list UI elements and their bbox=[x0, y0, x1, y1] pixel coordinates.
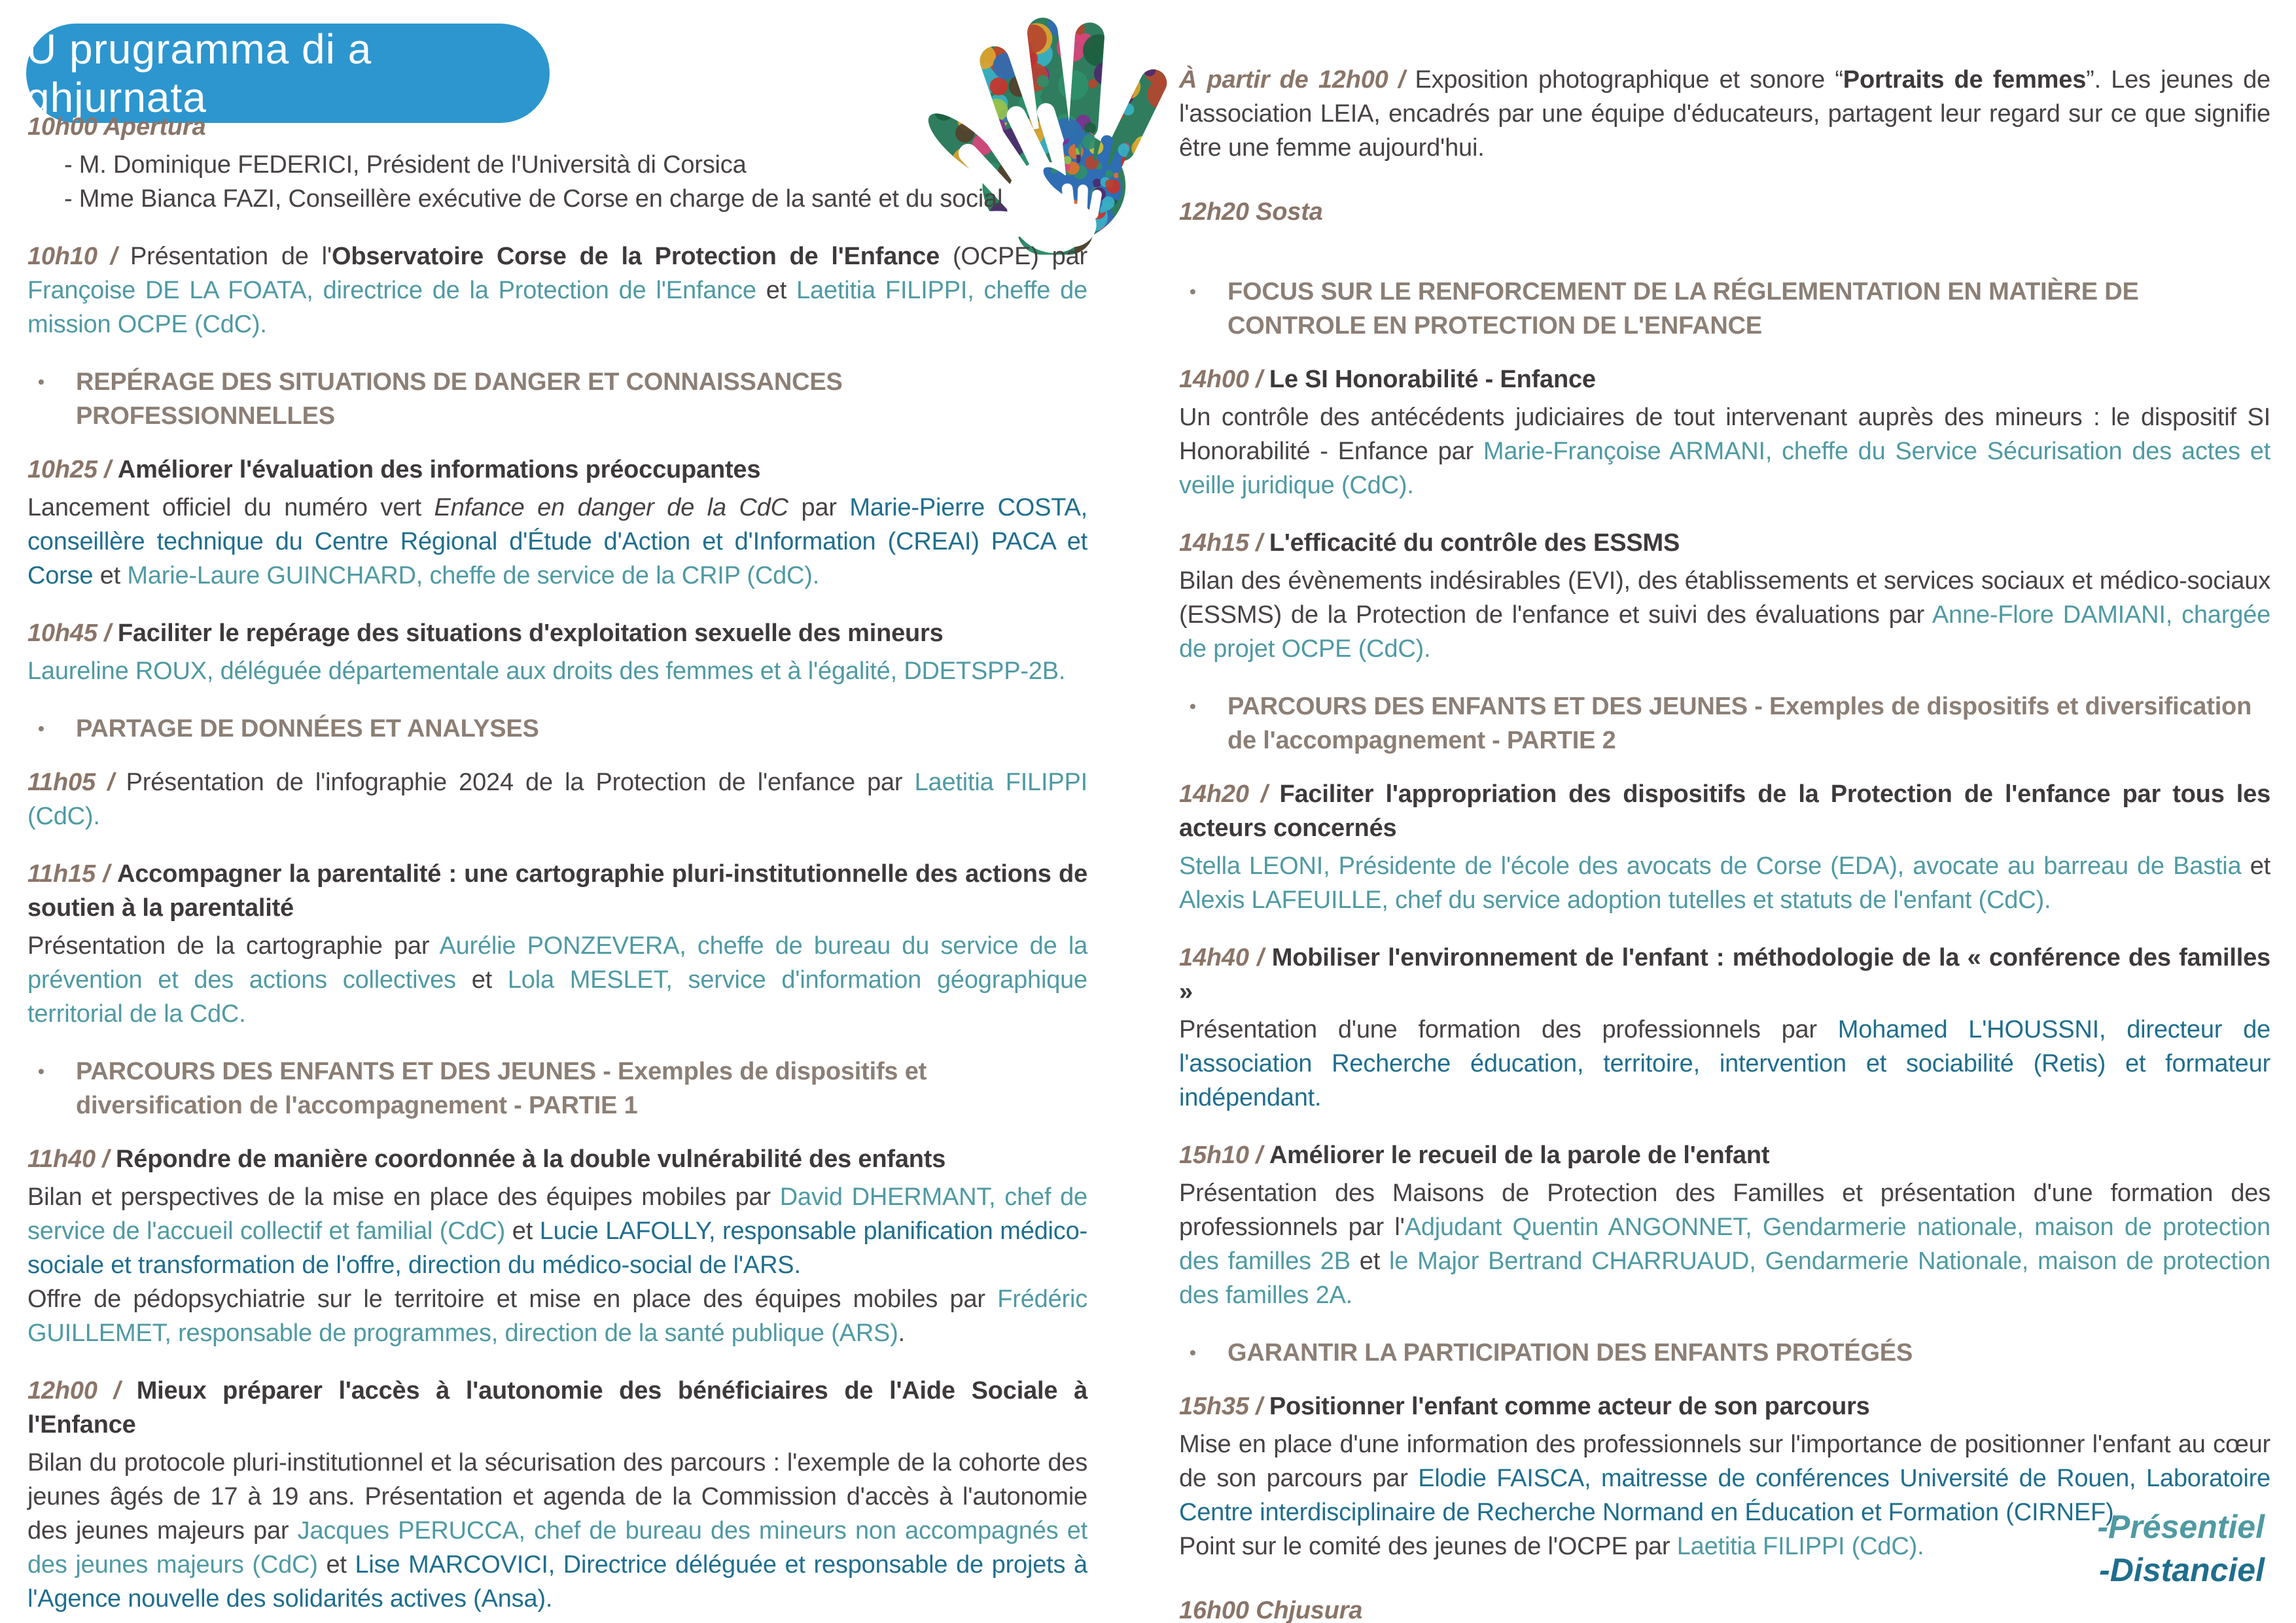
text-run: 11h05 / bbox=[27, 769, 115, 796]
entry-10h00-apertura bbox=[27, 110, 1087, 144]
section-heading-text: FOCUS SUR LE RENFORCEMENT DE LA RÉGLEMENTATION EN MATIÈRE DE CONTROLE EN PROTECTION DE L'ENFANCE bbox=[1227, 278, 2139, 340]
text-run: - Mme Bianca FAZI, Conseillère exécutive de Corse en charge de la santé et du social bbox=[64, 185, 1003, 213]
text-run: Laetitia FILIPPI (CdC). bbox=[1676, 1533, 1924, 1560]
legend-distanciel: -Distanciel bbox=[2099, 1552, 2265, 1588]
text-run: Aurélie PONZEVERA, cheffe de bureau du service de la prévention et des actions collectives bbox=[27, 932, 1087, 994]
text-run: Elodie FAISCA, maitresse de conférences Université de Rouen, Laboratoire Centre interdisciplinaire de Recherche Normand en Éducation et Formation (CIRNEF). bbox=[1179, 1465, 2270, 1526]
text-run: 10h00 Apertura bbox=[27, 113, 206, 141]
text-run: Enfance en danger de la CdC bbox=[434, 494, 788, 521]
text-run: 16h00 Chjusura bbox=[1179, 1597, 1363, 1623]
text-run: Bilan des évènements indésirables (EVI), des établissements et services sociaux et médico-sociaux (ESSMS) de la Protection de l'enfance et suivi des évaluations par bbox=[1179, 567, 2270, 629]
bullet-icon: • bbox=[1190, 1342, 1196, 1363]
entry-10h10 bbox=[27, 239, 1087, 341]
text-run: 12h20 Sosta bbox=[1179, 198, 1323, 226]
text-run: Marie-Laure GUINCHARD, cheffe de service de la CRIP (CdC). bbox=[127, 562, 820, 589]
text-run: 11h40 / bbox=[27, 1145, 109, 1173]
list-line bbox=[64, 148, 1087, 182]
entry-12h00-title bbox=[27, 1374, 1087, 1442]
entry-10h45-title bbox=[27, 616, 1087, 650]
section-heading-text: GARANTIR LA PARTICIPATION DES ENFANTS PROTÉGÉS bbox=[1227, 1339, 1913, 1367]
text-run: 11h15 / bbox=[27, 860, 110, 888]
text-run: et bbox=[317, 1551, 355, 1579]
text-run: Anne-Flore DAMIANI, chargée de projet OCPE (CdC). bbox=[1179, 601, 2270, 663]
text-run: et bbox=[455, 966, 508, 994]
text-run: Lola MESLET, service d'information géographique territorial de la CdC. bbox=[27, 966, 1087, 1028]
entry-16h00-chjusura bbox=[1179, 1594, 2270, 1623]
entry-14h20-body bbox=[1179, 849, 2270, 917]
text-run: Présentation de l'infographie 2024 de la Protection de l'enfance par bbox=[114, 769, 915, 796]
entry-11h05 bbox=[27, 765, 1087, 833]
text-run: 14h00 / bbox=[1179, 366, 1263, 393]
text-run: Faciliter l'appropriation des dispositifs de la Protection de l'enfance par tous les acteurs concernés bbox=[1179, 780, 2271, 842]
text-run: 12h00 / bbox=[27, 1377, 120, 1405]
entry-14h40-title bbox=[1179, 941, 2270, 1009]
text-run: Portraits de femmes bbox=[1843, 66, 2087, 94]
text-run: Point sur le comité des jeunes de l'OCPE par bbox=[1179, 1533, 1677, 1560]
text-run: L'efficacité du contrôle des ESSMS bbox=[1269, 529, 1680, 557]
text-run: Laureline ROUX, déléguée départementale aux droits des femmes et à l'égalité, DDETSPP-2B. bbox=[27, 657, 1066, 685]
text-run: Présentation de l' bbox=[117, 243, 332, 270]
text-run bbox=[1262, 366, 1269, 393]
entry-15h10-title bbox=[1179, 1138, 2270, 1172]
text-run: Bilan et perspectives de la mise en place des équipes mobiles par bbox=[27, 1183, 780, 1211]
entry-12h20-sosta bbox=[1179, 195, 2270, 229]
entry-expo-12h00 bbox=[1179, 63, 2270, 165]
text-run: Exposition photographique et sonore “ bbox=[1405, 66, 1843, 94]
entry-15h10-body bbox=[1179, 1176, 2270, 1312]
text-run bbox=[1262, 529, 1269, 557]
text-run: Présentation des Maisons de Protection des Familles et présentation d'une formation des professionnels par l' bbox=[1179, 1179, 2270, 1241]
section-heading-text: PARCOURS DES ENFANTS ET DES JEUNES - Exemples de dispositifs et diversification de l'accompagnement - PARTIE 2 bbox=[1227, 693, 2252, 754]
right-column bbox=[1179, 63, 2270, 1623]
text-run: Améliorer l'évaluation des informations préoccupantes bbox=[117, 456, 761, 483]
text-run bbox=[110, 860, 117, 888]
entry-15h35-title bbox=[1179, 1389, 2270, 1423]
section-focus bbox=[1179, 275, 2270, 343]
text-run: et bbox=[505, 1217, 540, 1245]
text-run: et bbox=[1350, 1248, 1390, 1275]
text-run: Jacques PERUCCA, chef de bureau des mineurs non accompagnés et des jeunes majeurs (CdC) bbox=[27, 1517, 1088, 1579]
text-run: Stella LEONI, Présidente de l'école des avocats de Corse (EDA), avocate au barreau de Bastia bbox=[1179, 852, 2242, 880]
text-run: Alexis LAFEUILLE, chef du service adoption tutelles et statuts de l'enfant (CdC). bbox=[1179, 886, 2051, 914]
left-column bbox=[27, 110, 1087, 1623]
text-run: 14h40 / bbox=[1179, 944, 1264, 971]
text-run: Mobiliser l'environnement de l'enfant : méthodologie de la « conférence des familles » bbox=[1179, 944, 2270, 1005]
text-run: et bbox=[756, 277, 797, 304]
text-run: - M. Dominique FEDERICI, Président de l'Università di Corsica bbox=[64, 151, 747, 179]
entry-14h00-body bbox=[1179, 400, 2270, 502]
text-run bbox=[1267, 780, 1279, 808]
text-run bbox=[1263, 944, 1271, 971]
title-bubble bbox=[26, 24, 550, 123]
text-run: Lise MARCOVICI, Directrice déléguée et responsable de projets à l'Agence nouvelle des solidarités actives (Ansa). bbox=[27, 1551, 1087, 1613]
text-run: Françoise DE LA FOATA, directrice de la Protection de l'Enfance bbox=[27, 277, 756, 304]
entry-11h15-title bbox=[27, 857, 1087, 925]
text-run: Répondre de manière coordonnée à la double vulnérabilité des enfants bbox=[116, 1145, 946, 1173]
section-heading-text: REPÉRAGE DES SITUATIONS DE DANGER ET CONNAISSANCES PROFESSIONNELLES bbox=[76, 368, 843, 430]
text-run bbox=[111, 456, 117, 483]
text-run: Présentation de la cartographie par bbox=[27, 932, 440, 960]
text-run: Adjudant Quentin ANGONNET, Gendarmerie nationale, maison de protection des familles 2B bbox=[1179, 1213, 2270, 1275]
entry-11h40-body-1 bbox=[27, 1180, 1087, 1282]
text-run: Lancement officiel du numéro vert bbox=[27, 494, 434, 521]
text-run bbox=[120, 1377, 137, 1405]
text-run: David DHERMANT, chef de service de l'accueil collectif et familial (CdC) bbox=[27, 1183, 1087, 1245]
opening-speakers bbox=[27, 148, 1087, 216]
text-run bbox=[1262, 1393, 1269, 1420]
text-run: Observatoire Corse de la Protection de l'Enfance bbox=[331, 243, 940, 270]
text-run bbox=[1262, 1142, 1269, 1169]
text-run: ”. Les jeunes de l'association LEIA, encadrés par une équipe d'éducateurs, partagent leur regard sur ce que signifie être une femme aujourd'hui. bbox=[1179, 66, 2270, 162]
text-run: Accompagner la parentalité : une cartographie pluri-institutionnelle des actions de soutien à la parentalité bbox=[27, 860, 1088, 922]
section-reperage bbox=[27, 365, 1087, 433]
entry-14h00-title bbox=[1179, 362, 2270, 396]
entry-11h40-body-2 bbox=[27, 1282, 1087, 1350]
text-run: et bbox=[93, 562, 128, 589]
bullet-icon: • bbox=[38, 718, 44, 739]
text-run: . bbox=[898, 1319, 906, 1347]
text-run: Mieux préparer l'accès à l'autonomie des bénéficiaires de l'Aide Sociale à l'Enfance bbox=[27, 1377, 1088, 1439]
text-run: Un contrôle des antécédents judiciaires de tout intervenant auprès des mineurs : le dispositif SI Honorabilité - Enfance par bbox=[1179, 404, 2270, 465]
entry-14h20-title bbox=[1179, 777, 2270, 845]
text-run: 14h20 / bbox=[1179, 780, 1268, 808]
text-run: 14h15 / bbox=[1179, 529, 1263, 557]
section-parcours-2 bbox=[1179, 689, 2270, 758]
section-partage bbox=[27, 712, 1087, 746]
entry-11h15-body bbox=[27, 929, 1087, 1031]
text-run: Bilan du protocole pluri-institutionnel et la sécurisation des parcours : l'exemple de la cohorte des jeunes âgés de 17 à 19 ans. Présentation et agenda de la Commission d'accès à l'autonomie des jeunes majeurs par bbox=[27, 1449, 1087, 1544]
text-run: Frédéric GUILLEMET, responsable de programmes, direction de la santé publique (ARS) bbox=[27, 1285, 1087, 1347]
text-run: 10h25 / bbox=[27, 456, 111, 483]
text-run: Le SI Honorabilité - Enfance bbox=[1269, 366, 1596, 393]
entry-10h45-body bbox=[27, 654, 1087, 688]
text-run: Présentation d'une formation des professionnels par bbox=[1179, 1016, 1838, 1043]
attendance-legend bbox=[2097, 1505, 2265, 1592]
entry-11h40-title bbox=[27, 1142, 1087, 1176]
text-run: Laetitia FILIPPI (CdC). bbox=[27, 769, 1088, 830]
entry-14h15-title bbox=[1179, 526, 2270, 560]
list-line bbox=[64, 182, 1087, 216]
text-run: Mohamed L'HOUSSNI, directeur de l'association Recherche éducation, territoire, intervention et sociabilité (Retis) et formateur indépendant. bbox=[1179, 1016, 2270, 1111]
section-heading-text: PARCOURS DES ENFANTS ET DES JEUNES - Exemples de dispositifs et diversification de l'accompagnement - PARTIE 1 bbox=[76, 1058, 927, 1119]
text-run: Améliorer le recueil de la parole de l'enfant bbox=[1269, 1142, 1770, 1169]
text-run bbox=[111, 620, 117, 647]
section-heading-text: PARTAGE DE DONNÉES ET ANALYSES bbox=[76, 715, 539, 742]
text-run: Marie-Françoise ARMANI, cheffe du Service Sécurisation des actes et veille juridique (CdC). bbox=[1179, 438, 2270, 499]
text-run: Faciliter le repérage des situations d'exploitation sexuelle des mineurs bbox=[117, 620, 944, 647]
text-run: Positionner l'enfant comme acteur de son parcours bbox=[1269, 1393, 1870, 1420]
entry-10h25-body bbox=[27, 491, 1087, 593]
text-run: Marie-Pierre COSTA, conseillère technique du Centre Régional d'Étude d'Action et d'Information (CREAI) PACA et Corse bbox=[27, 494, 1088, 589]
text-run: À partir de 12h00 / bbox=[1179, 66, 1405, 94]
bullet-icon: • bbox=[38, 372, 44, 392]
text-run: le Major Bertrand CHARRUAUD, Gendarmerie Nationale, maison de protection des familles 2A. bbox=[1179, 1248, 2270, 1309]
text-run: Mise en place d'une information des professionnels sur l'importance de positionner l'enfant au cœur de son parcours par bbox=[1179, 1431, 2270, 1492]
entry-12h00-body bbox=[27, 1446, 1087, 1616]
bullet-icon: • bbox=[1190, 281, 1196, 302]
text-run: (OCPE) par bbox=[940, 243, 1087, 270]
text-run: 10h10 / bbox=[27, 243, 118, 270]
entry-10h25-title bbox=[27, 453, 1087, 487]
legend-presentiel: -Présentiel bbox=[2097, 1509, 2265, 1545]
page-title: U prugramma di a ghjurnata bbox=[26, 26, 372, 121]
text-run: et bbox=[2241, 852, 2270, 880]
bullet-icon: • bbox=[38, 1061, 44, 1081]
section-parcours-1 bbox=[27, 1055, 1087, 1123]
text-run: 10h45 / bbox=[27, 620, 111, 647]
text-run bbox=[109, 1145, 116, 1173]
text-run: Lucie LAFOLLY, responsable planification médico-sociale et transformation de l'offre, direction du médico-social de l'ARS. bbox=[27, 1217, 1087, 1279]
text-run: 15h10 / bbox=[1179, 1142, 1263, 1169]
text-run: par bbox=[788, 494, 850, 521]
entry-14h40-body bbox=[1179, 1013, 2270, 1115]
text-run: Offre de pédopsychiatrie sur le territoire et mise en place des équipes mobiles par bbox=[27, 1285, 998, 1313]
bullet-icon: • bbox=[1190, 696, 1196, 716]
text-run: 15h35 / bbox=[1179, 1393, 1263, 1420]
text-run: Laetitia FILIPPI, cheffe de mission OCPE (CdC). bbox=[27, 277, 1087, 338]
section-garantir bbox=[1179, 1336, 2270, 1370]
entry-14h15-body bbox=[1179, 564, 2270, 666]
